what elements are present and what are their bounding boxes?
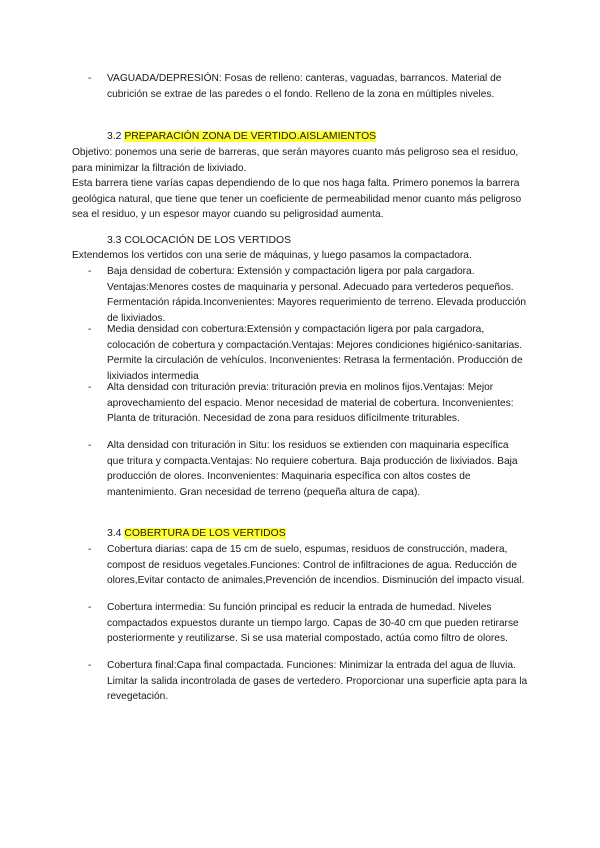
- list-item: [88, 380, 528, 427]
- section-heading-3-2: [107, 129, 376, 145]
- list-item: [88, 264, 528, 326]
- section-title-highlighted: PREPARACIÓN ZONA DE VERTIDO.AISLAMIENTOS: [124, 131, 377, 142]
- bullet-dash: -: [88, 660, 92, 671]
- list-item: [88, 71, 528, 102]
- section-heading-3-4: [107, 526, 286, 542]
- list-item-text: Cobertura final:Capa final compactada. Funciones: Minimizar la entrada del agua de lluvia. Limitar la salida incontrolada de gases de vertedero. Proporcionar una superficie apta para la revegetación.: [107, 660, 528, 703]
- list-item-text: Cobertura diarias: capa de 15 cm de suelo, espumas, residuos de construcción, madera, compost de residuos vegetales.Funciones: Control de infiltraciones de agua. Reducción de olores,Evitar contacto de animales,Prevención de incendios. Disminución del impacto visual.: [107, 544, 525, 587]
- list-item-text: Alta densidad con trituración previa: trituración previa en molinos fijos.Ventajas: Mejor aprovechamiento del espacio. Menor necesidad de material de cobertura. Inconvenientes: Planta de trituración. Necesidad de zona para residuos difícilmente triturables.: [107, 382, 514, 425]
- list-item: [88, 438, 528, 500]
- list-item-text: VAGUADA/DEPRESIÓN: Fosas de relleno: canteras, vaguadas, barrancos. Material de cubrición se extrae de las paredes o el fondo. Relleno de la zona en múltiples niveles.: [107, 73, 502, 100]
- list-item-text: Baja densidad de cobertura: Extensión y compactación ligera por pala cargadora. Ventajas:Menores costes de maquinaria y personal. Adecuado para vertederos pequeños. Fermentación rápida.Inconvenientes: Mayores requerimiento de terreno. Elevada producción de lixiviados.: [107, 266, 527, 324]
- list-item: [88, 542, 528, 589]
- bullet-dash: -: [88, 440, 92, 451]
- bullet-dash: -: [88, 602, 92, 613]
- list-item-text: Media densidad con cobertura:Extensión y compactación ligera por pala cargadora, colocación de cobertura y compactación.Ventajas: Mejores condiciones higiénico-sanitarias. Permite la circulación de vehículos. Inconvenientes: Retrasa la fermentación. Producción de lixiviados intermedia: [107, 324, 523, 382]
- bullet-dash: -: [88, 382, 92, 393]
- paragraph: Objetivo: ponemos una serie de barreras, que serán mayores cuanto más peligroso sea el residuo, para minimizar la filtración de lixiviado.: [72, 147, 519, 174]
- bullet-dash: -: [88, 73, 92, 84]
- section-number: 3.2: [107, 131, 122, 142]
- section-title-highlighted: COBERTURA DE LOS VERTIDOS: [124, 528, 286, 539]
- bullet-dash: -: [88, 324, 92, 335]
- bullet-dash: -: [88, 266, 92, 277]
- list-item-text: Cobertura intermedia: Su función principal es reducir la entrada de humedad. Niveles compactados expuestos durante un tiempo largo. Capas de 30-40 cm que pueden retirarse posteriormente y reutilizarse. Si se usa material compostado, actúa como filtro de olores.: [107, 602, 519, 645]
- bullet-dash: -: [88, 544, 92, 555]
- list-item-text: Alta densidad con trituración in Situ: los residuos se extienden con maquinaria específica que tritura y compacta.Ventajas: No requiere cobertura. Baja producción de lixiviados. Baja producción de olores. Inconvenientes: Maquinaria específica con altos costes de mantenimiento. Gran necesidad de terreno (pequeña altura de capa).: [107, 440, 518, 498]
- list-item: [88, 600, 528, 647]
- section-number: 3.3: [107, 235, 122, 246]
- list-item: [88, 322, 528, 384]
- section-title: COLOCACIÓN DE LOS VERTIDOS: [124, 235, 292, 246]
- section-heading-3-3: [107, 233, 291, 249]
- paragraph: Extendemos los vertidos con una serie de máquinas, y luego pasamos la compactadora.: [72, 250, 472, 261]
- section-number: 3.4: [107, 528, 122, 539]
- list-item: [88, 658, 528, 705]
- paragraph: Esta barrera tiene varías capas dependiendo de lo que nos haga falta. Primero ponemos la barrera geológica natural, que tiene que tener un coeficiente de permeabilidad menor cuanto más peligroso sea el residuo, y un espesor mayor cuando su peligrosidad aumenta.: [72, 178, 522, 221]
